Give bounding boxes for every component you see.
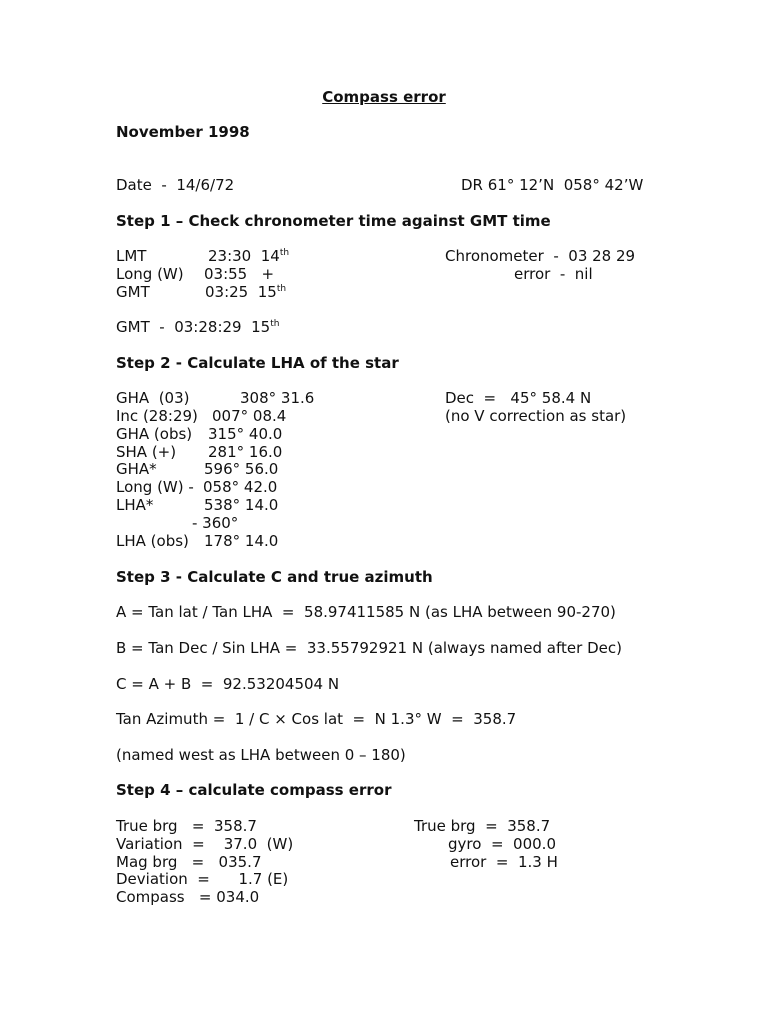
step2-label: Inc (28:29) xyxy=(116,407,198,425)
date-line: Date - 14/6/72 xyxy=(116,176,235,194)
b-formula: B = Tan Dec / Sin LHA = 33.55792921 N (always named after Dec) xyxy=(116,639,622,657)
step2-label: LHA (obs) xyxy=(116,532,189,550)
bearing-line: Compass = 034.0 xyxy=(116,888,260,906)
date-heading: November 1998 xyxy=(116,123,250,141)
a-formula: A = Tan lat / Tan LHA = 58.97411585 N (as LHA between 90-270) xyxy=(116,603,616,621)
step2-label: SHA (+) xyxy=(116,443,177,461)
declination: Dec = 45° 58.4 N xyxy=(445,389,592,407)
step2-value: 538° 14.0 xyxy=(204,496,279,514)
step1-heading: Step 1 – Check chronometer time against GMT time xyxy=(116,212,551,230)
azimuth-formula: Tan Azimuth = 1 / C × Cos lat = N 1.3° W = 358.7 xyxy=(116,710,517,728)
chronometer-error: error - nil xyxy=(514,265,593,283)
bearing-line: Deviation = 1.7 (E) xyxy=(116,870,289,888)
step2-value: 315° 40.0 xyxy=(208,425,283,443)
step2-label: GHA (obs) xyxy=(116,425,193,443)
bearing-line: Mag brg = 035.7 xyxy=(116,853,262,871)
chronometer-value: Chronometer - 03 28 29 xyxy=(445,247,636,265)
dr-position: DR 61° 12’N 058° 42’W xyxy=(461,176,644,194)
gmt-label: GMT xyxy=(116,283,150,301)
step2-value: 596° 56.0 xyxy=(204,460,279,478)
gmt-value: 03:25 15th xyxy=(205,283,287,301)
step2-value: 178° 14.0 xyxy=(204,532,279,550)
step3-heading: Step 3 - Calculate C and true azimuth xyxy=(116,568,433,586)
step4-heading: Step 4 – calculate compass error xyxy=(116,781,392,799)
step2-label: GHA* xyxy=(116,460,157,478)
gyro-line: gyro = 000.0 xyxy=(448,835,556,853)
c-formula: C = A + B = 92.53204504 N xyxy=(116,675,340,693)
step2-label: Long (W) - xyxy=(116,478,194,496)
step2-value: 007° 08.4 xyxy=(212,407,287,425)
page-title: Compass error xyxy=(322,88,446,106)
gmt-result: GMT - 03:28:29 15th xyxy=(116,318,280,336)
gyro-line: True brg = 358.7 xyxy=(414,817,551,835)
azimuth-note: (named west as LHA between 0 – 180) xyxy=(116,746,406,764)
bearing-line: True brg = 358.7 xyxy=(116,817,257,835)
gyro-line: error = 1.3 H xyxy=(450,853,558,871)
step2-value: - 360° xyxy=(192,514,239,532)
step2-heading: Step 2 - Calculate LHA of the star xyxy=(116,354,399,372)
lmt-label: LMT xyxy=(116,247,147,265)
bearing-line: Variation = 37.0 (W) xyxy=(116,835,294,853)
step2-label: LHA* xyxy=(116,496,154,514)
long-value: 03:55 + xyxy=(204,265,275,283)
step2-label: GHA (03) xyxy=(116,389,190,407)
step2-value: 308° 31.6 xyxy=(240,389,315,407)
lmt-value: 23:30 14th xyxy=(208,247,290,265)
step2-value: 281° 16.0 xyxy=(208,443,283,461)
correction-note: (no V correction as star) xyxy=(445,407,627,425)
long-label: Long (W) xyxy=(116,265,184,283)
step2-value: 058° 42.0 xyxy=(203,478,278,496)
